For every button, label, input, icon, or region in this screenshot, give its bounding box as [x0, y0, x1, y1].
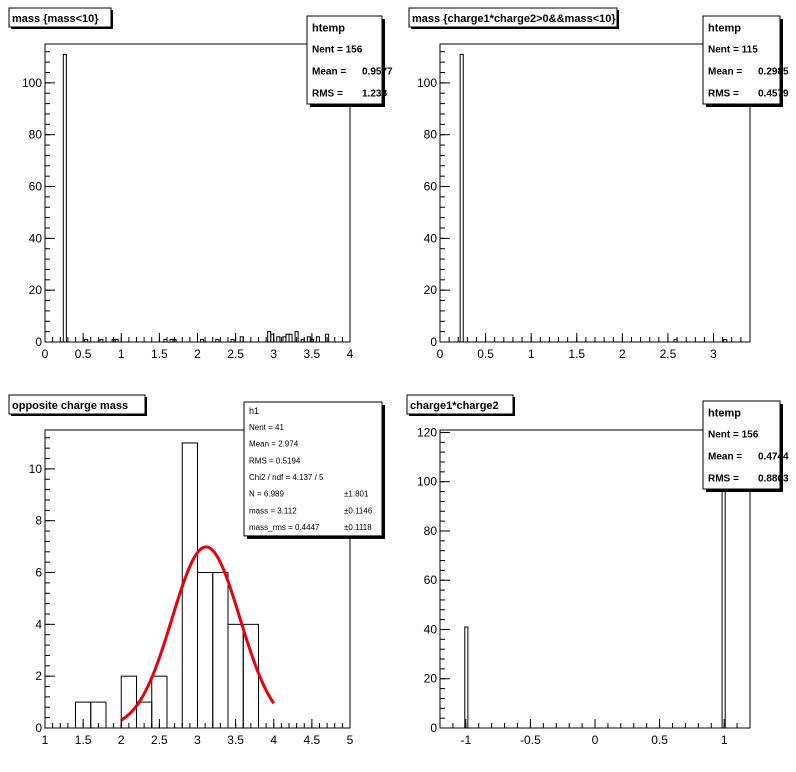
- x-tick-label: 1: [527, 347, 535, 361]
- x-tick-label: 1: [41, 733, 49, 747]
- y-tick-label: 40: [28, 231, 42, 246]
- histogram-bin: [115, 339, 118, 342]
- stats-entry-value: ±0.1118: [344, 523, 372, 533]
- stats-name: htemp: [312, 22, 345, 35]
- x-tick-label: 0: [591, 733, 599, 747]
- y-tick-label: 80: [28, 127, 42, 142]
- stats-entry-label: Mean =: [312, 66, 347, 78]
- histogram-bin: [231, 339, 234, 342]
- x-tick-label: 1.5: [151, 347, 168, 361]
- stats-name: htemp: [708, 22, 741, 35]
- x-tick-label: 3: [194, 733, 201, 747]
- chart-title: opposite charge mass: [12, 400, 129, 412]
- x-tick-label: 1: [117, 347, 125, 361]
- y-tick-label: 100: [416, 474, 437, 489]
- stats-entry-label: Nent = 156: [312, 44, 363, 56]
- x-tick-label: 2: [619, 347, 626, 361]
- x-tick-label: 1: [720, 733, 728, 747]
- stats-entry-value: ±1.801: [344, 489, 369, 499]
- histogram-panel-4: [407, 395, 789, 747]
- y-tick-label: 60: [28, 179, 42, 194]
- y-tick-label: 40: [423, 231, 437, 246]
- chart-title: mass {charge1*charge2>0&&mass<10}: [412, 13, 616, 25]
- y-tick-label: 6: [35, 565, 42, 580]
- y-tick-label: 2: [35, 669, 42, 684]
- histogram-bars: [63, 54, 328, 342]
- stats-entry-label: RMS =: [708, 473, 739, 485]
- stats-entry-label: Chi2 / ndf = 4.137 / 5: [249, 472, 324, 482]
- x-tick-label: 5: [346, 733, 354, 747]
- stats-entry-label: Mean = 2.974: [249, 439, 299, 449]
- stats-entry-value: ±0.1146: [344, 506, 373, 516]
- x-tick-label: 3.5: [227, 733, 244, 747]
- stats-entry-value: 0.2985: [758, 66, 789, 78]
- stats-entry-value: 0.9577: [362, 66, 393, 78]
- stats-entry-label: mass = 3.112: [249, 506, 297, 516]
- histogram-bars: [460, 54, 727, 342]
- histogram-bin: [460, 54, 463, 342]
- x-tick-label: 2.5: [227, 347, 244, 361]
- histogram-bars: [465, 445, 725, 728]
- x-tick-label: 3: [710, 347, 717, 361]
- y-tick-label: 10: [28, 461, 42, 476]
- y-tick-label: 8: [35, 513, 42, 528]
- histogram-bin: [198, 573, 213, 728]
- chart-title: charge1*charge2: [410, 400, 499, 412]
- stats-entry-value: 0.4579: [758, 88, 789, 100]
- histogram-bin: [213, 573, 228, 728]
- stats-entry-label: Nent = 156: [708, 429, 759, 441]
- y-tick-label: 0: [430, 721, 437, 735]
- stats-entry-label: mass_rms = 0.4447: [249, 523, 320, 533]
- histogram-bin: [100, 339, 103, 342]
- x-tick-label: 1.5: [74, 733, 92, 747]
- x-tick-label: 4: [346, 347, 354, 361]
- y-tick-label: 100: [416, 75, 437, 90]
- y-tick-label: 60: [423, 573, 437, 588]
- y-tick-label: 40: [423, 622, 437, 637]
- stats-entry-label: Mean =: [708, 451, 743, 463]
- stats-entry-label: Nent = 115: [708, 44, 758, 56]
- histogram-bin: [182, 443, 197, 728]
- y-tick-label: 80: [423, 127, 437, 142]
- x-tick-label: 1.5: [568, 347, 586, 361]
- x-tick-label: 3.5: [303, 347, 321, 361]
- x-tick-label: -0.5: [520, 733, 541, 747]
- y-tick-label: 60: [423, 179, 437, 194]
- histogram-panel-2: [409, 8, 789, 361]
- x-tick-label: 2: [194, 347, 201, 361]
- stats-name: htemp: [708, 407, 741, 420]
- x-tick-label: 4: [270, 733, 278, 747]
- stats-entry-label: N = 6.989: [249, 489, 284, 499]
- x-tick-label: 0.5: [651, 733, 668, 747]
- histogram-bin: [724, 339, 727, 342]
- histogram-bin: [216, 339, 219, 342]
- stats-entry-label: RMS =: [312, 88, 343, 100]
- y-tick-label: 100: [21, 75, 42, 90]
- stats-name: h1: [249, 405, 260, 416]
- histogram-panel-1: [9, 8, 393, 361]
- chart-title: mass {mass<10}: [12, 13, 99, 25]
- histogram-panel-3: [9, 395, 385, 747]
- stats-entry-value: 0.8803: [758, 473, 789, 485]
- x-tick-label: 0: [41, 347, 49, 361]
- x-tick-label: 2: [117, 733, 125, 747]
- y-tick-label: 120: [416, 425, 437, 440]
- x-tick-label: 2.5: [659, 347, 677, 361]
- histogram-bin: [228, 624, 243, 728]
- x-tick-label: 2.5: [151, 733, 168, 747]
- y-tick-label: 0: [430, 335, 437, 349]
- plot-frame: [45, 44, 350, 342]
- y-tick-label: 20: [423, 283, 437, 298]
- y-tick-label: 80: [423, 523, 437, 538]
- x-tick-label: 0: [436, 347, 444, 361]
- x-tick-label: 3: [270, 347, 278, 361]
- stats-entry-value: 0.4744: [758, 451, 789, 463]
- x-tick-label: 0.5: [74, 347, 92, 361]
- y-tick-label: 0: [35, 335, 42, 349]
- x-tick-label: 0.5: [477, 347, 494, 361]
- y-tick-label: 20: [28, 283, 42, 298]
- stats-entry-label: RMS = 0.5194: [249, 456, 301, 466]
- stats-entry-label: Mean =: [708, 66, 743, 78]
- histogram-bin: [85, 339, 88, 342]
- x-tick-label: -1: [460, 733, 472, 747]
- x-tick-label: 4.5: [303, 733, 321, 747]
- histogram-bin: [277, 337, 280, 342]
- stats-entry-label: RMS =: [708, 88, 739, 100]
- stats-entry-label: Nent = 41: [249, 422, 284, 432]
- y-tick-label: 20: [423, 671, 437, 686]
- histogram-bin: [63, 54, 66, 342]
- y-tick-label: 0: [35, 721, 42, 735]
- stats-entry-value: 1.238: [362, 88, 388, 100]
- histogram-bin: [465, 627, 468, 728]
- y-tick-label: 4: [35, 617, 42, 632]
- histogram-bin: [201, 339, 204, 342]
